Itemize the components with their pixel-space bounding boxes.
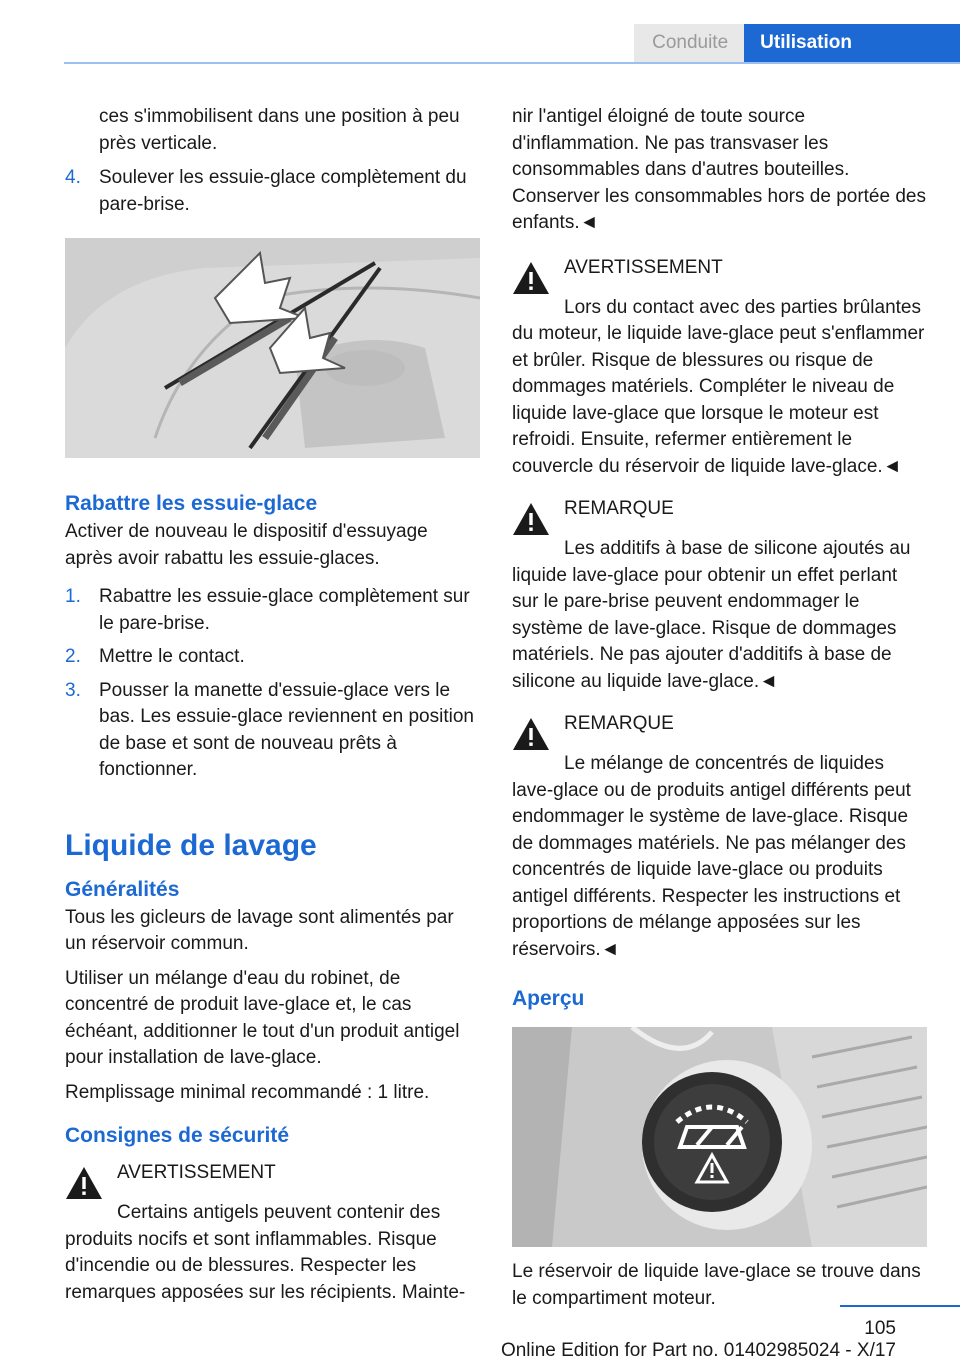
list-item	[65, 165, 480, 218]
step-number: 2.	[65, 646, 81, 667]
right-column	[512, 104, 927, 1320]
edition-info: Online Edition for Part no. 01402985024 - X/17	[500, 1340, 896, 1361]
warning-label: AVERTISSEMENT	[564, 256, 723, 278]
section-title-rabattre: Rabattre les essuie-glace	[65, 492, 318, 515]
footer-divider	[840, 1305, 960, 1307]
warning-block	[512, 255, 927, 295]
wiper-illustration	[65, 238, 480, 458]
warning-triangle-icon	[512, 502, 550, 536]
list-item	[65, 584, 480, 637]
header-divider	[64, 62, 960, 64]
step-number: 4.	[65, 167, 81, 188]
reservoir-cap-photo	[512, 1027, 927, 1247]
generalites-p2: Utiliser un mélange d'eau du robinet, de concentré de produit lave-glace et, le cas échéant, additionner le tout d'un produit antigel pour installation de lave-glace.	[65, 967, 460, 1068]
warning-text: Lors du contact avec des parties brûlantes du moteur, le liquide lave-glace peut s'enflammer et brûler. Risque de blessures ou risque de dommages matériels. Compléter le niveau de liquide lave-glace que lorsque le moteur est refroidi. Ensuite, refermer entièrement le couvercle du réservoir de liquide lave-glace.◄	[512, 296, 925, 477]
chapter-heading: Liquide de lavage	[65, 828, 317, 862]
list-item	[65, 678, 480, 784]
warning-text: Certains antigels peuvent contenir des produits nocifs et sont inflammables. Risque d'incendie ou de blessures. Respecter les remarques apposées sur les récipients. Mainte-	[65, 1202, 466, 1303]
section-title-consignes: Consignes de sécurité	[65, 1124, 290, 1147]
step-text: Pousser la manette d'essuie-glace vers le bas. Les essuie-glace reviennent en position de base et sont de nouveau prêts à fonctionner.	[99, 679, 474, 780]
step-text: Rabattre les essuie-glace complètement sur le pare-brise.	[99, 586, 470, 634]
apercu-caption: Le réservoir de liquide lave-glace se trouve dans le compartiment moteur.	[512, 1261, 921, 1309]
step-text: Mettre le contact.	[99, 646, 245, 667]
step-number: 1.	[65, 586, 81, 607]
page-number: 105	[864, 1318, 896, 1339]
warning-text-continued: nir l'antigel éloigné de toute source d'inflammation. Ne pas transvaser les consommables dans d'autres bouteilles. Conserver les consommables hors de portée des enfants.◄	[512, 106, 926, 233]
warning-block	[65, 1160, 480, 1200]
chapter-tabs	[634, 24, 960, 62]
warning-triangle-icon	[512, 717, 550, 751]
note-text: Le mélange de concentrés de liquides lave-glace ou de produits antigel différents peut endommager le système de lave-glace. Risque de dommages matériels. Ne pas mélanger des concentrés de liquide lave-glace ou produits antigel différents. Respecter les instructions et proportions de mélange apposées sur les réservoirs.◄	[512, 753, 911, 960]
note-block	[512, 711, 927, 751]
note-block	[512, 496, 927, 536]
generalites-p1: Tous les gicleurs de lavage sont alimentés par un réservoir commun.	[65, 906, 454, 954]
step-text: Soulever les essuie-glace complètement du pare-brise.	[99, 167, 467, 215]
rabattre-intro: Activer de nouveau le dispositif d'essuyage après avoir rabattu les essuie-glaces.	[65, 521, 428, 569]
note-text: Les additifs à base de silicone ajoutés au liquide lave-glace pour obtenir un effet perlant sur le pare-brise peuvent endommager le système de lave-glace. Risque de dommages matériels. Ne pas ajouter d'additifs à base de silicone au liquide lave-glace.◄	[512, 538, 911, 692]
warning-label: AVERTISSEMENT	[117, 1162, 276, 1183]
warning-triangle-icon	[512, 261, 550, 295]
left-column	[65, 104, 480, 1314]
note-label: REMARQUE	[564, 713, 674, 734]
step-3-continuation: ces s'immobilisent dans une position à peu près verticale.	[99, 106, 460, 154]
note-label: REMARQUE	[564, 498, 674, 519]
steps-list-remove	[65, 165, 480, 218]
steps-list-fold	[65, 584, 480, 784]
warning-triangle-icon	[65, 1166, 103, 1200]
list-item	[65, 644, 480, 671]
section-title-apercu: Aperçu	[512, 987, 585, 1010]
tab-conduite[interactable]: Conduite	[634, 24, 744, 62]
tab-utilisation[interactable]: Utilisation	[744, 24, 960, 62]
step-number: 3.	[65, 679, 81, 701]
section-title-generalites: Généralités	[65, 877, 180, 901]
generalites-p3: Remplissage minimal recommandé : 1 litre.	[65, 1081, 430, 1103]
